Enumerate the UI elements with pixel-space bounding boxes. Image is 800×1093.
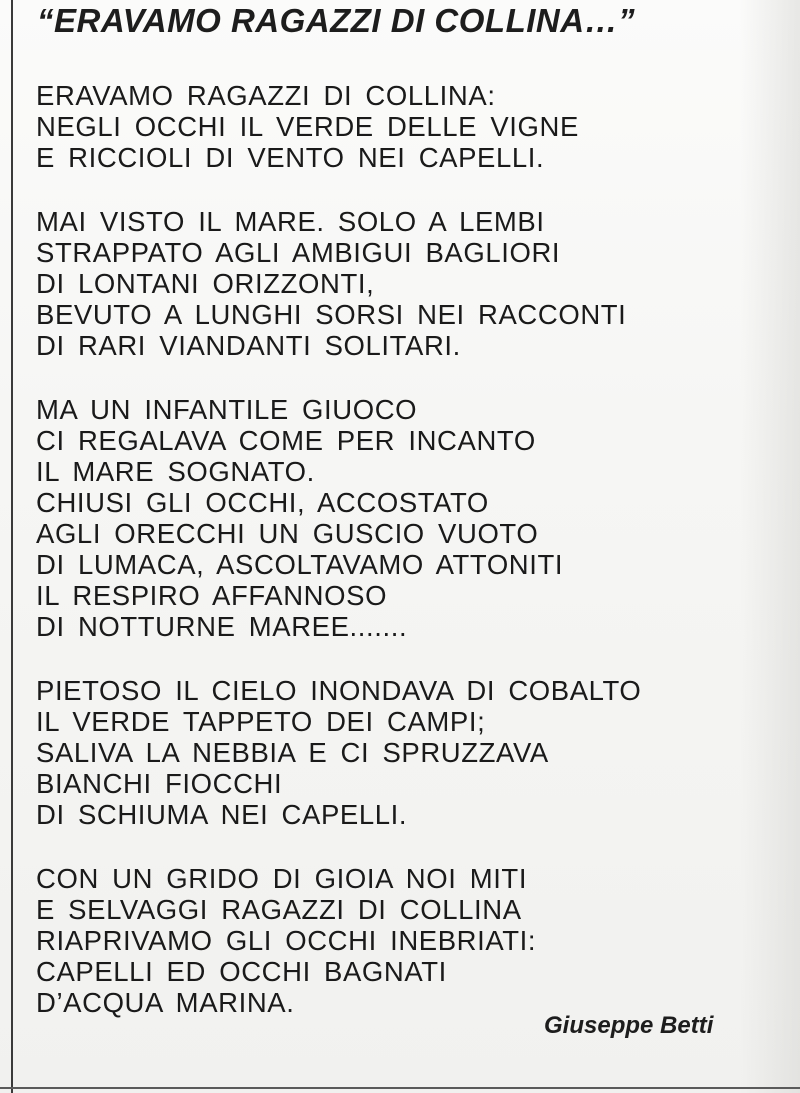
poem-line: IL MARE SOGNATO.: [36, 456, 315, 487]
left-border-line: [11, 0, 13, 1093]
poem-line: CAPELLI ED OCCHI BAGNATI: [36, 956, 447, 987]
poem-line: E SELVAGGI RAGAZZI DI COLLINA: [36, 894, 522, 925]
bottom-border-line: [0, 1087, 800, 1089]
stanza: [36, 675, 776, 830]
stanza: [36, 394, 776, 642]
poem-line: BIANCHI FIOCCHI: [36, 768, 283, 799]
author-signature: Giuseppe Betti: [544, 1012, 714, 1039]
poem-line: IL VERDE TAPPETO DEI CAMPI;: [36, 706, 486, 737]
poem-line: STRAPPATO AGLI AMBIGUI BAGLIORI: [36, 237, 561, 268]
poem-line: SALIVA LA NEBBIA E CI SPRUZZAVA: [36, 737, 549, 768]
poem-line: BEVUTO A LUNGHI SORSI NEI RACCONTI: [36, 299, 627, 330]
poem-line: DI LUMACA, ASCOLTAVAMO ATTONITI: [36, 549, 564, 580]
stanza: [36, 80, 776, 173]
poem-line: E RICCIOLI DI VENTO NEI CAPELLI.: [36, 142, 545, 173]
stanza: [36, 863, 776, 1018]
poem-body: [36, 80, 776, 1051]
poem-line: DI RARI VIANDANTI SOLITARI.: [36, 330, 461, 361]
poem-line: RIAPRIVAMO GLI OCCHI INEBRIATI:: [36, 925, 537, 956]
poem-line: NEGLI OCCHI IL VERDE DELLE VIGNE: [36, 111, 579, 142]
poem-title: “ERAVAMO RAGAZZI DI COLLINA…”: [37, 2, 636, 39]
poem-line: DI SCHIUMA NEI CAPELLI.: [36, 799, 408, 830]
poem-line: DI NOTTURNE MAREE.......: [36, 611, 408, 642]
poem-line: MAI VISTO IL MARE. SOLO A LEMBI: [36, 206, 545, 237]
poem-line: CON UN GRIDO DI GIOIA NOI MITI: [36, 863, 528, 894]
poem-line: AGLI ORECCHI UN GUSCIO VUOTO: [36, 518, 539, 549]
stanza: [36, 206, 776, 361]
poem-line: ERAVAMO RAGAZZI DI COLLINA:: [36, 80, 496, 111]
poem-line: MA UN INFANTILE GIUOCO: [36, 394, 418, 425]
poem-line: CI REGALAVA COME PER INCANTO: [36, 425, 536, 456]
poem-line: PIETOSO IL CIELO INONDAVA DI COBALTO: [36, 675, 642, 706]
poem-line: CHIUSI GLI OCCHI, ACCOSTATO: [36, 487, 489, 518]
poem-line: IL RESPIRO AFFANNOSO: [36, 580, 388, 611]
poem-line: DI LONTANI ORIZZONTI,: [36, 268, 375, 299]
poem-line: D’ACQUA MARINA.: [36, 987, 295, 1018]
